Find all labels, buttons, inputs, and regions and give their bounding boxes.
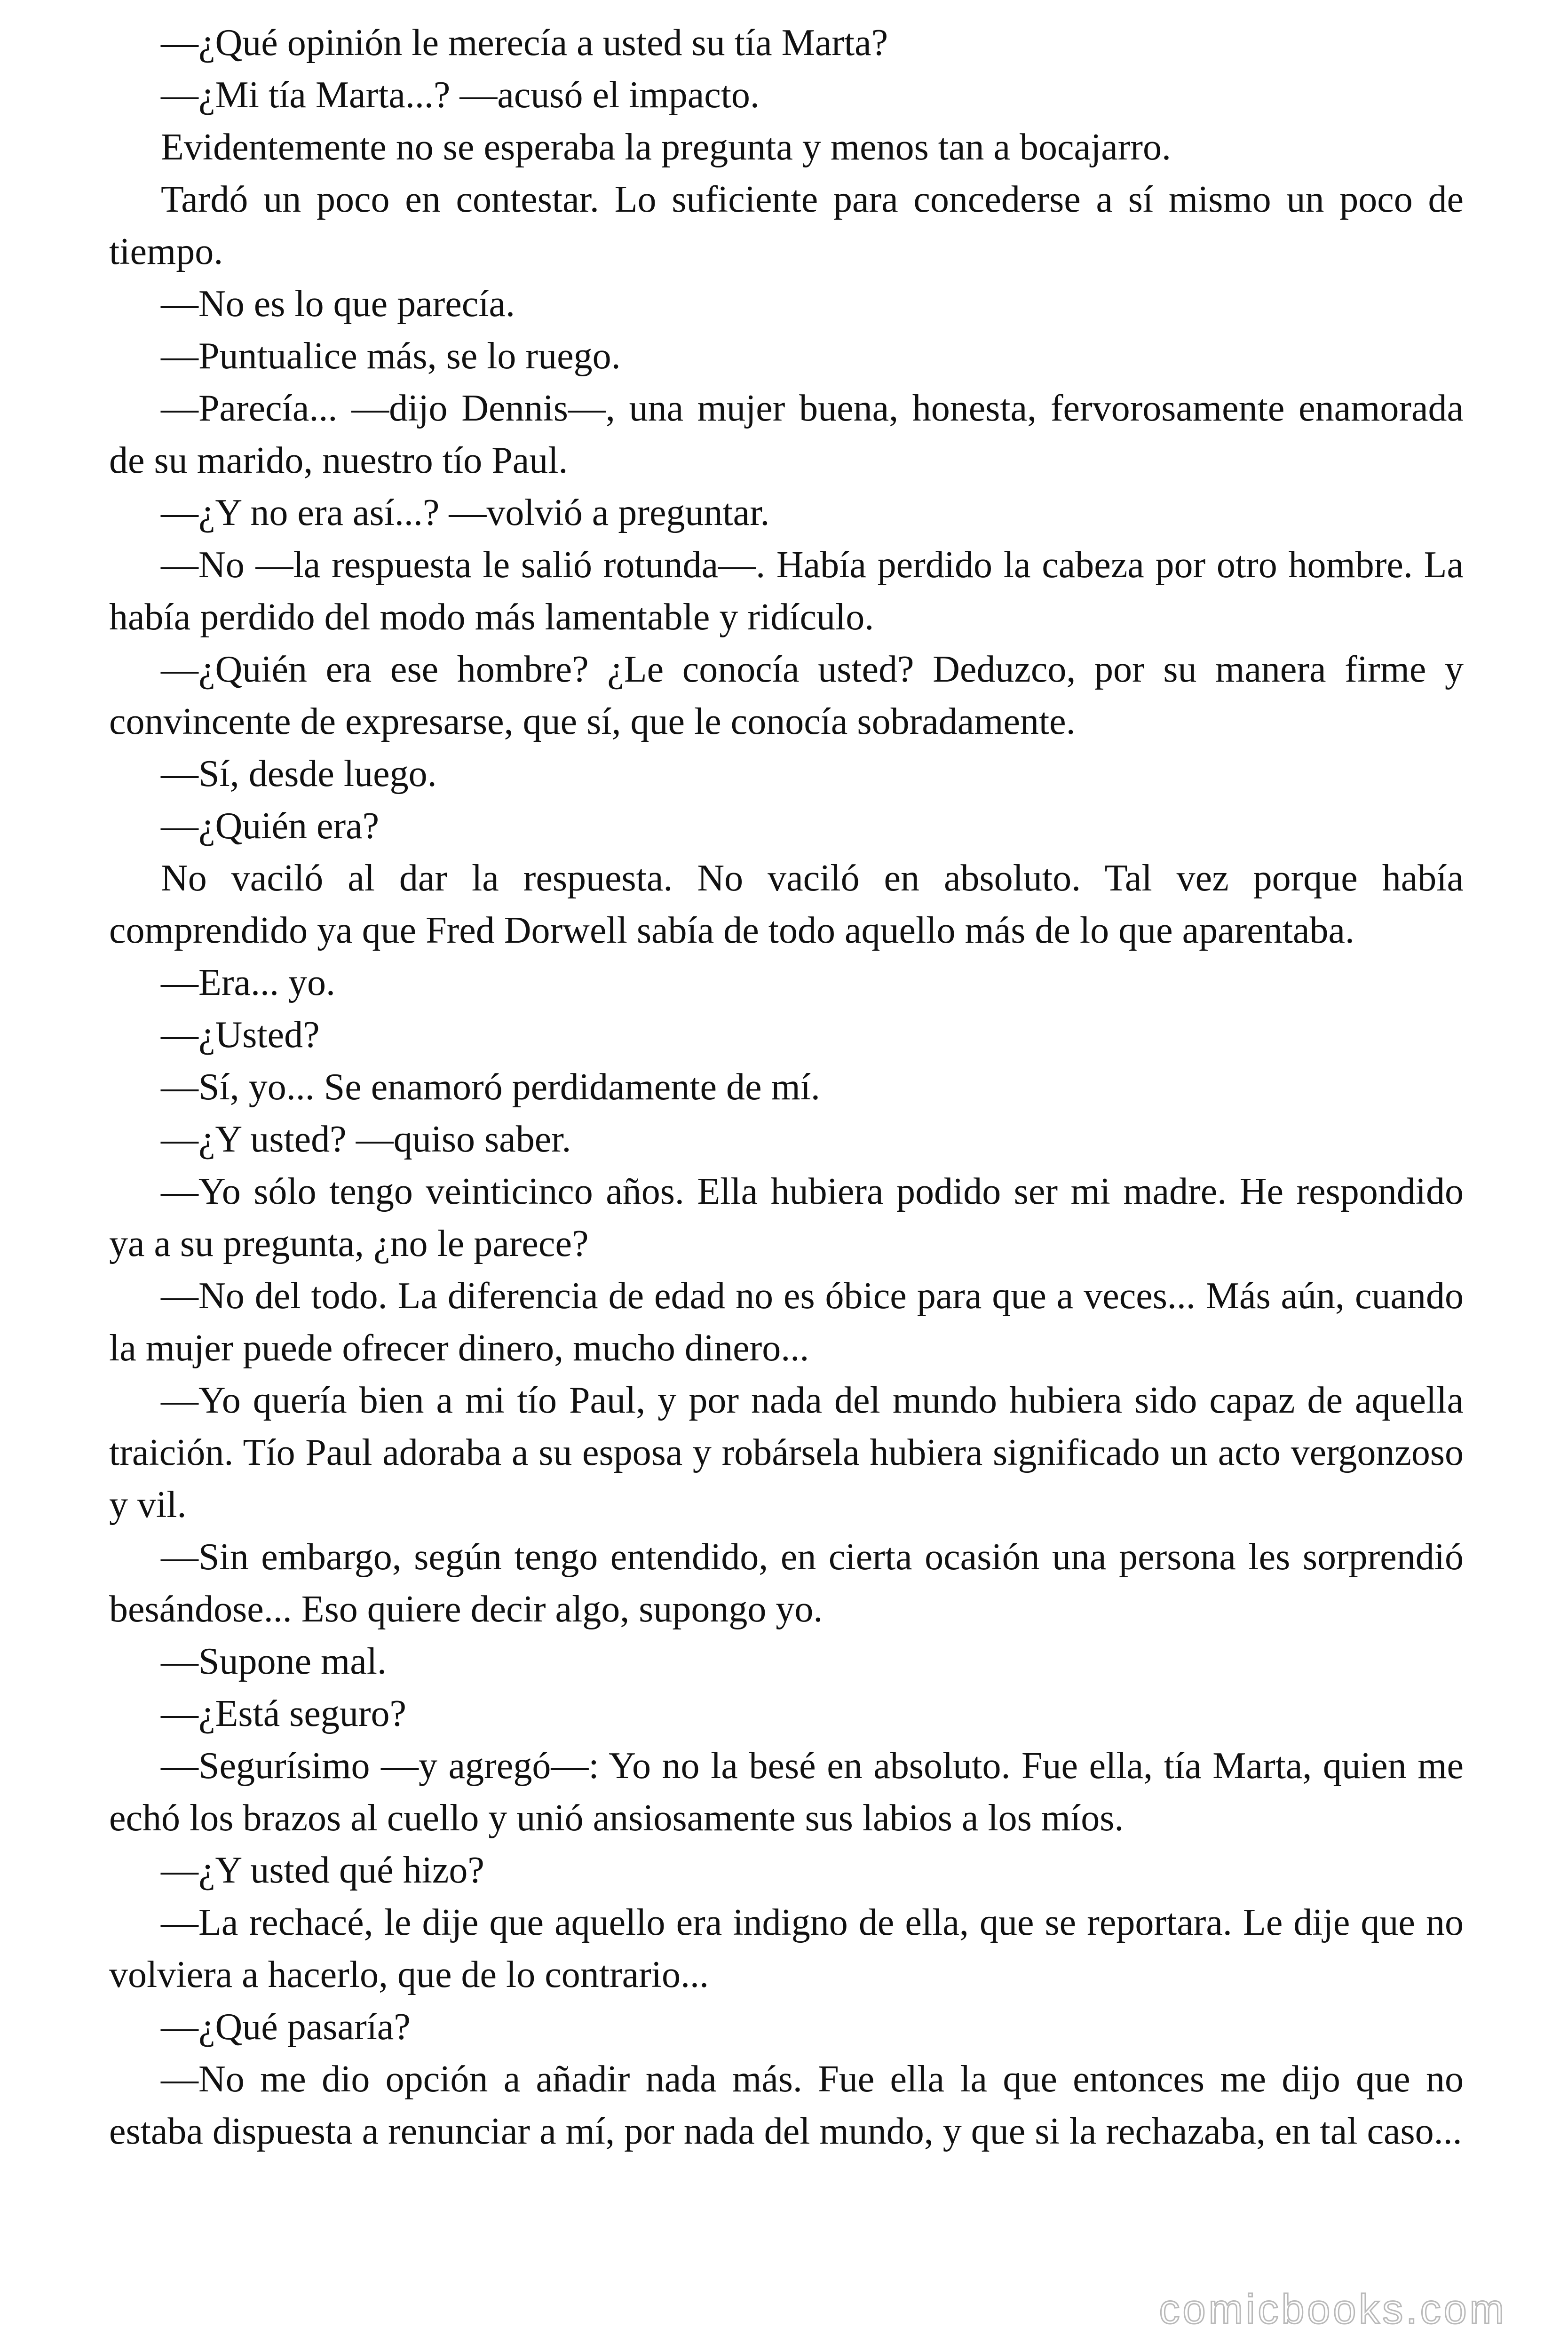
paragraph: —¿Usted? bbox=[161, 1014, 320, 1056]
paragraph: —¿Y usted? —quiso saber. bbox=[161, 1119, 571, 1160]
paragraph: —Sin embargo, según tengo entendido, en cierta ocasión una persona les sorprendió besándose... Eso quiere decir algo, supongo yo. bbox=[109, 1536, 1464, 1630]
paragraph: —Segurísimo —y agregó—: Yo no la besé en absoluto. Fue ella, tía Marta, quien me echó los brazos al cuello y unió ansiosamente sus labios a los míos. bbox=[109, 1745, 1464, 1839]
paragraph: —¿Mi tía Marta...? —acusó el impacto. bbox=[161, 74, 760, 116]
paragraph: —Sí, desde luego. bbox=[161, 753, 437, 795]
paragraph: —No me dio opción a añadir nada más. Fue ella la que entonces me dijo que no estaba dispuesta a renunciar a mí, por nada del mundo, y que si la rechazaba, en tal caso... bbox=[109, 2058, 1464, 2152]
paragraph: —No —la respuesta le salió rotunda—. Había perdido la cabeza por otro hombre. La había perdido del modo más lamentable y ridículo. bbox=[109, 544, 1464, 638]
paragraph: No vaciló al dar la respuesta. No vaciló en absoluto. Tal vez porque había comprendido ya que Fred Dorwell sabía de todo aquello más de lo que aparentaba. bbox=[109, 858, 1464, 951]
paragraph: —¿Quién era? bbox=[161, 805, 380, 847]
paragraph: —¿Está seguro? bbox=[161, 1693, 407, 1734]
paragraph: Tardó un poco en contestar. Lo suficiente para concederse a sí mismo un poco de tiempo. bbox=[109, 179, 1464, 272]
paragraph: —¿Qué opinión le merecía a usted su tía Marta? bbox=[161, 22, 888, 64]
body-text bbox=[109, 17, 1464, 2158]
paragraph: —¿Y no era así...? —volvió a preguntar. bbox=[161, 492, 770, 533]
paragraph: —Yo quería bien a mi tío Paul, y por nada del mundo hubiera sido capaz de aquella traición. Tío Paul adoraba a su esposa y robársela hubiera significado un acto vergonzoso y vil. bbox=[109, 1380, 1464, 1526]
paragraph: —No es lo que parecía. bbox=[161, 283, 515, 325]
watermark: comicbooks.com bbox=[1159, 2286, 1507, 2332]
paragraph: —No del todo. La diferencia de edad no es óbice para que a veces... Más aún, cuando la mujer puede ofrecer dinero, mucho dinero... bbox=[109, 1275, 1464, 1369]
paragraph: Evidentemente no se esperaba la pregunta y menos tan a bocajarro. bbox=[161, 127, 1172, 168]
paragraph: —Puntualice más, se lo ruego. bbox=[161, 335, 621, 377]
paragraph: —¿Y usted qué hizo? bbox=[161, 1850, 484, 1891]
paragraph: —Era... yo. bbox=[161, 962, 336, 1003]
paragraph: —¿Qué pasaría? bbox=[161, 2006, 411, 2048]
paragraph: —La rechacé, le dije que aquello era indigno de ella, que se reportara. Le dije que no volviera a hacerlo, que de lo contrario... bbox=[109, 1902, 1464, 1995]
paragraph: —Sí, yo... Se enamoró perdidamente de mí. bbox=[161, 1066, 820, 1108]
paragraph: —¿Quién era ese hombre? ¿Le conocía usted? Deduzco, por su manera firme y convincente de expresarse, que sí, que le conocía sobradamente. bbox=[109, 649, 1464, 742]
paragraph: —Yo sólo tengo veinticinco años. Ella hubiera podido ser mi madre. He respondido ya a su pregunta, ¿no le parece? bbox=[109, 1171, 1464, 1264]
paragraph: —Parecía... —dijo Dennis—, una mujer buena, honesta, fervorosamente enamorada de su marido, nuestro tío Paul. bbox=[109, 388, 1464, 481]
paragraph: —Supone mal. bbox=[161, 1641, 387, 1682]
